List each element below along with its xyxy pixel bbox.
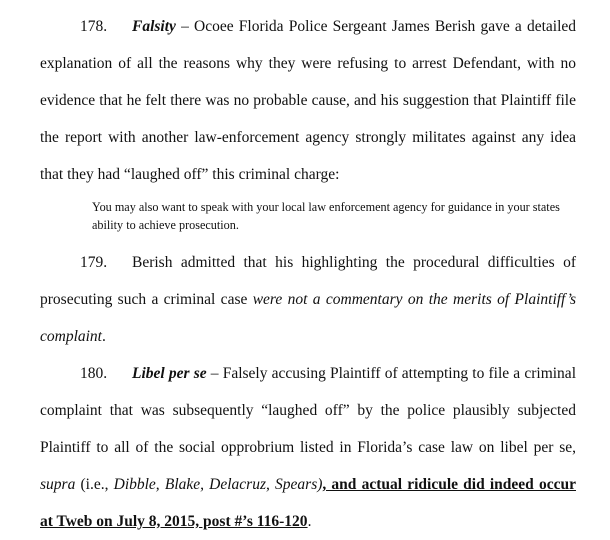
paragraph-179-body-end: . (102, 328, 106, 345)
paragraph-179-number: 179. (80, 254, 108, 271)
paragraph-180-lead-label: Libel per se (132, 365, 207, 382)
paragraph-178 (40, 8, 576, 193)
paragraph-179-body-start: Berish admitted that his highlighting the procedural difficulties of prosecuting such a criminal case (40, 254, 576, 308)
paragraph-179 (40, 244, 576, 355)
paragraph-180-supra: supra (40, 476, 76, 493)
paragraph-178-lead-label: Falsity (132, 18, 176, 35)
paragraph-180-number: 180. (80, 365, 108, 382)
paragraph-178-number: 178. (80, 18, 108, 35)
paragraph-180-underlined-text: , and actual ridicule did indeed occur at Tweb on July 8, 2015, post #’s 116-120 (40, 476, 576, 530)
paragraph-180-body-end: . (307, 513, 312, 530)
paragraph-178-body: Ocoee Florida Police Sergeant James Berish gave a detailed explanation of all the reasons why they were refusing to arrest Defendant, with no evidence that he felt there was no probable cause, and his suggestion that Plaintiff file the report with another law-enforcement agency strongly militates against any idea that they had “laughed off” this criminal charge: (40, 18, 577, 183)
paragraph-180-body-mid: (i.e., (75, 476, 114, 493)
paragraph-180-body-start: Falsely accusing Plaintiff of attempting to file a criminal complaint that was subsequently “laughed off” by the police plausibly subjected Plaintiff to all of the social opprobrium listed in Florida’s case law on libel per se, (40, 365, 576, 456)
paragraph-180 (40, 355, 576, 540)
paragraph-180-dash-glyph: – (210, 365, 219, 382)
paragraph-178-dash-glyph: – (181, 18, 189, 35)
paragraph-179-italic-part: were not a commentary on the merits of Plaintiff’s complaint (40, 291, 576, 345)
block-quote: You may also want to speak with your local law enforcement agency for guidance in your states ability to achieve prosecution. (92, 200, 560, 232)
paragraph-180-case-names: Dibble, Blake, Delacruz, Spears) (113, 476, 323, 493)
